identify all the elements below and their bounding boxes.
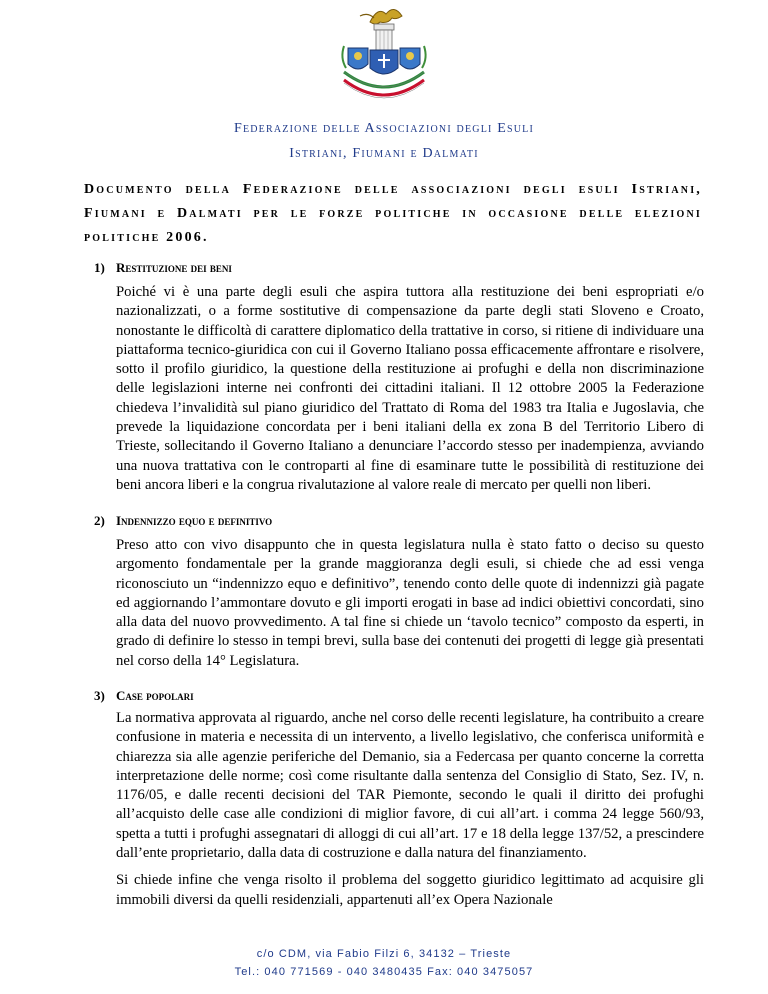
federation-emblem [334, 2, 434, 110]
section-title: Case popolari [116, 688, 194, 703]
section-number: 3) [94, 688, 105, 703]
section-heading [94, 259, 704, 277]
section-heading [94, 512, 704, 530]
section-title: Restituzione dei beni [116, 260, 232, 275]
section-paragraph: Preso atto con vivo disappunto che in questa legislatura nulla è stato fatto o deciso su questo argomento fondamentale per la grande maggioranza degli esuli, si chiede che ad essi venga riconosciuto un “indennizzo equo e definitivo”, tenendo conto delle quote di indennizzi già pagate ed aggiornando l’ammontare dovuto e gli importi erogati in base ad indici obiettivi concordati, sino alla data del nuovo provvedimento. A tal fine si chiede un ‘tavolo tecnico” composto da esperti, in grado di definire lo stesso in tempi brevi, sulla base dei contenuti dei progetti di legge già presentati nel corso della 14° Legislatura. [116, 537, 704, 669]
organization-name-line2: Istriani, Fiumani e Dalmati [289, 146, 479, 161]
section-paragraph: La normativa approvata al riguardo, anche nel corso delle recenti legislature, ha contribuito a creare confusione in materia e necessita di un intervento, a livello legislativo, che conferisca uniformità e chiarezza sia alle agenzie periferiche del Demanio, sia a Federcasa per quanto concerne la corretta interpretazione delle norme; così come risultante dalla sentenza del Consiglio di Stato, Sez. IV, n. 1176/05, e dalle recenti decisioni del TAR Piemonte, secondo le quali il diritto dei profughi all’acquisto delle case alle condizioni di miglior favore, di cui all’art. i comma 24 legge 560/93, spetta a tutti i profughi assegnatari di alloggi di cui all’art. 17 e 18 della legge 137/52, a prescindere dall’ente proprietario, dalla data di costruzione e dalla natura del finanziamento. [116, 710, 704, 862]
section-restituzione [94, 259, 704, 495]
footer-contacts: Tel.: 040 771569 - 040 3480435 Fax: 040 3475057 [234, 966, 534, 978]
section-heading [94, 687, 704, 705]
section-paragraph: Poiché vi è una parte degli esuli che aspira tuttora alla restituzione dei beni espropriati e/o nazionalizzati, o a forme sostitutive di compensazione da parte degli stati Sloveno e Croato, nonostante le difficoltà di carattere diplomatico della trattative in corso, si ritiene di individuare una piattaforma tecnico-giuridica con cui il Governo Italiano possa efficacemente affrontare e risolvere, sotto il profilo giuridico, la questione della restituzione ai profughi e della non discriminazione delle legislazioni interne nei confronti dei cittadini italiani. Il 12 ottobre 2005 la Federazione chiedeva l’invalidità sul piano giuridico del Trattato di Roma del 1983 tra Italia e Jugoslavia, che prevede la liquidazione concordata per i beni italiani della ex zona B del Territorio Libero di Trieste, sollecitando il Governo Italiano a denunciare l’accordo stesso per inadempienza, avviando una nuova trattativa con le controparti al fine di esaminare tutte le possibilità di restituzione dei beni ancora liberi e la congrua rivalutazione al valore reale di mercato per quelli non liberi. [116, 284, 704, 493]
section-number: 1) [94, 260, 105, 275]
document-title: Documento della Federazione delle associazioni degli esuli Istriani, Fiumani e Dalmati per le forze politiche in occasione delle elezioni politiche 2006. [84, 182, 702, 245]
section-paragraph: Si chiede infine che venga risolto il problema del soggetto giuridico legittimato ad acquisire gli immobili diversi da quelli residenziali, appartenuti all’ex Opera Nazionale [116, 872, 704, 908]
footer-address: c/o CDM, via Fabio Filzi 6, 34132 – Trieste [256, 948, 512, 960]
section-title: Indennizzo equo e definitivo [116, 513, 273, 528]
section-indennizzo [94, 512, 704, 671]
section-case-popolari [94, 687, 704, 910]
organization-name-line1: Federazione delle Associazioni degli Esuli [233, 121, 535, 136]
section-number: 2) [94, 513, 105, 528]
